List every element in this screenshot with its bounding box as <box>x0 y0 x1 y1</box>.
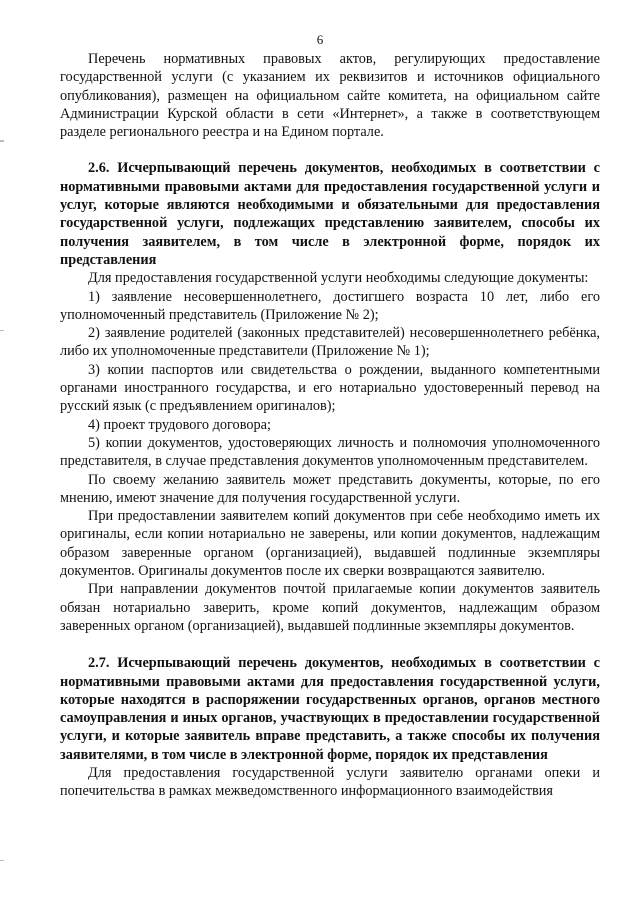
paragraph-postal-submission: При направлении документов почтой прилагаемые копии документов заявитель обязан нотариально заверить, кроме копий документов, надлежащим образом заверенных органом (организацией), выдавшей подлинные экземпляры документов. <box>60 581 600 634</box>
document-body <box>60 50 600 801</box>
list-item-5: 5) копии документов, удостоверяющих личность и полномочия уполномоченного представителя, в случае представления документов уполномоченным представителем. <box>60 434 600 470</box>
list-item-2: 2) заявление родителей (законных представителей) несовершеннолетнего ребёнка, либо их уполномоченные представители (Приложение № 1); <box>60 325 600 360</box>
list-item-1: 1) заявление несовершеннолетнего, достигшего возраста 10 лет, либо его уполномоченный представитель (Приложение № 2); <box>60 288 600 323</box>
section-heading-2-6: 2.6. Исчерпывающий перечень документов, необходимых в соответствии с нормативными правовыми актами для предоставления государственной услуги и услуг, которые являются необходимыми и обязательными для предоставления государственной услуги, подлежащих представлению заявителем, способы их получения заявителем, в том числе в электронной форме, порядок их представления <box>60 160 600 268</box>
paragraph-interagency-requests: Для предоставления государственной услуги заявителю органами опеки и попечительства в рамках межведомственного информационного взаимодействия <box>60 764 600 800</box>
scan-margin-mark <box>0 860 4 861</box>
paragraph-required-documents-intro: Для предоставления государственной услуги необходимы следующие документы: <box>88 270 589 287</box>
paragraph-optional-documents: По своему желанию заявитель может представить документы, которые, по его мнению, имеют значение для получения государственной услуги. <box>60 471 600 506</box>
section-heading-2-7: 2.7. Исчерпывающий перечень документов, необходимых в соответствии с нормативными правовыми актами для предоставления государственной услуги, которые находятся в распоряжении государственных органов, органов местного самоуправления и иных органов, участвующих в предоставлении государственной услуги, и которые заявитель вправе представить, а также способы их получения заявителями, в том числе в электронной форме, порядок их представления <box>60 655 600 763</box>
scan-margin-mark <box>0 140 4 142</box>
scan-margin-mark <box>0 330 4 331</box>
paragraph-legal-acts-list: Перечень нормативных правовых актов, регулирующих предоставление государственной услуги (с указанием их реквизитов и источников официального опубликования), размещен на официальном сайте комитета, на официальном сайте Администрации Курской области в сети «Интернет», а также в соответствующем разделе регионального реестра и на Едином портале. <box>60 51 600 141</box>
paragraph-originals-required: При предоставлении заявителем копий документов при себе необходимо иметь их оригиналы, если копии нотариально не заверены, или копии документов, надлежащим образом заверенные органом (организацией), выдавшей подлинные экземпляры документов. Оригиналы документов после их сверки возвращаются заявителю. <box>60 508 600 580</box>
list-item-3: 3) копии паспортов или свидетельства о рождении, выданного компетентными органами иностранного государства, и его нотариально удостоверенный перевод на русский язык (с предъявлением оригиналов); <box>60 361 600 415</box>
page-number: 6 <box>316 32 324 47</box>
list-item-4: 4) проект трудового договора; <box>88 416 271 433</box>
